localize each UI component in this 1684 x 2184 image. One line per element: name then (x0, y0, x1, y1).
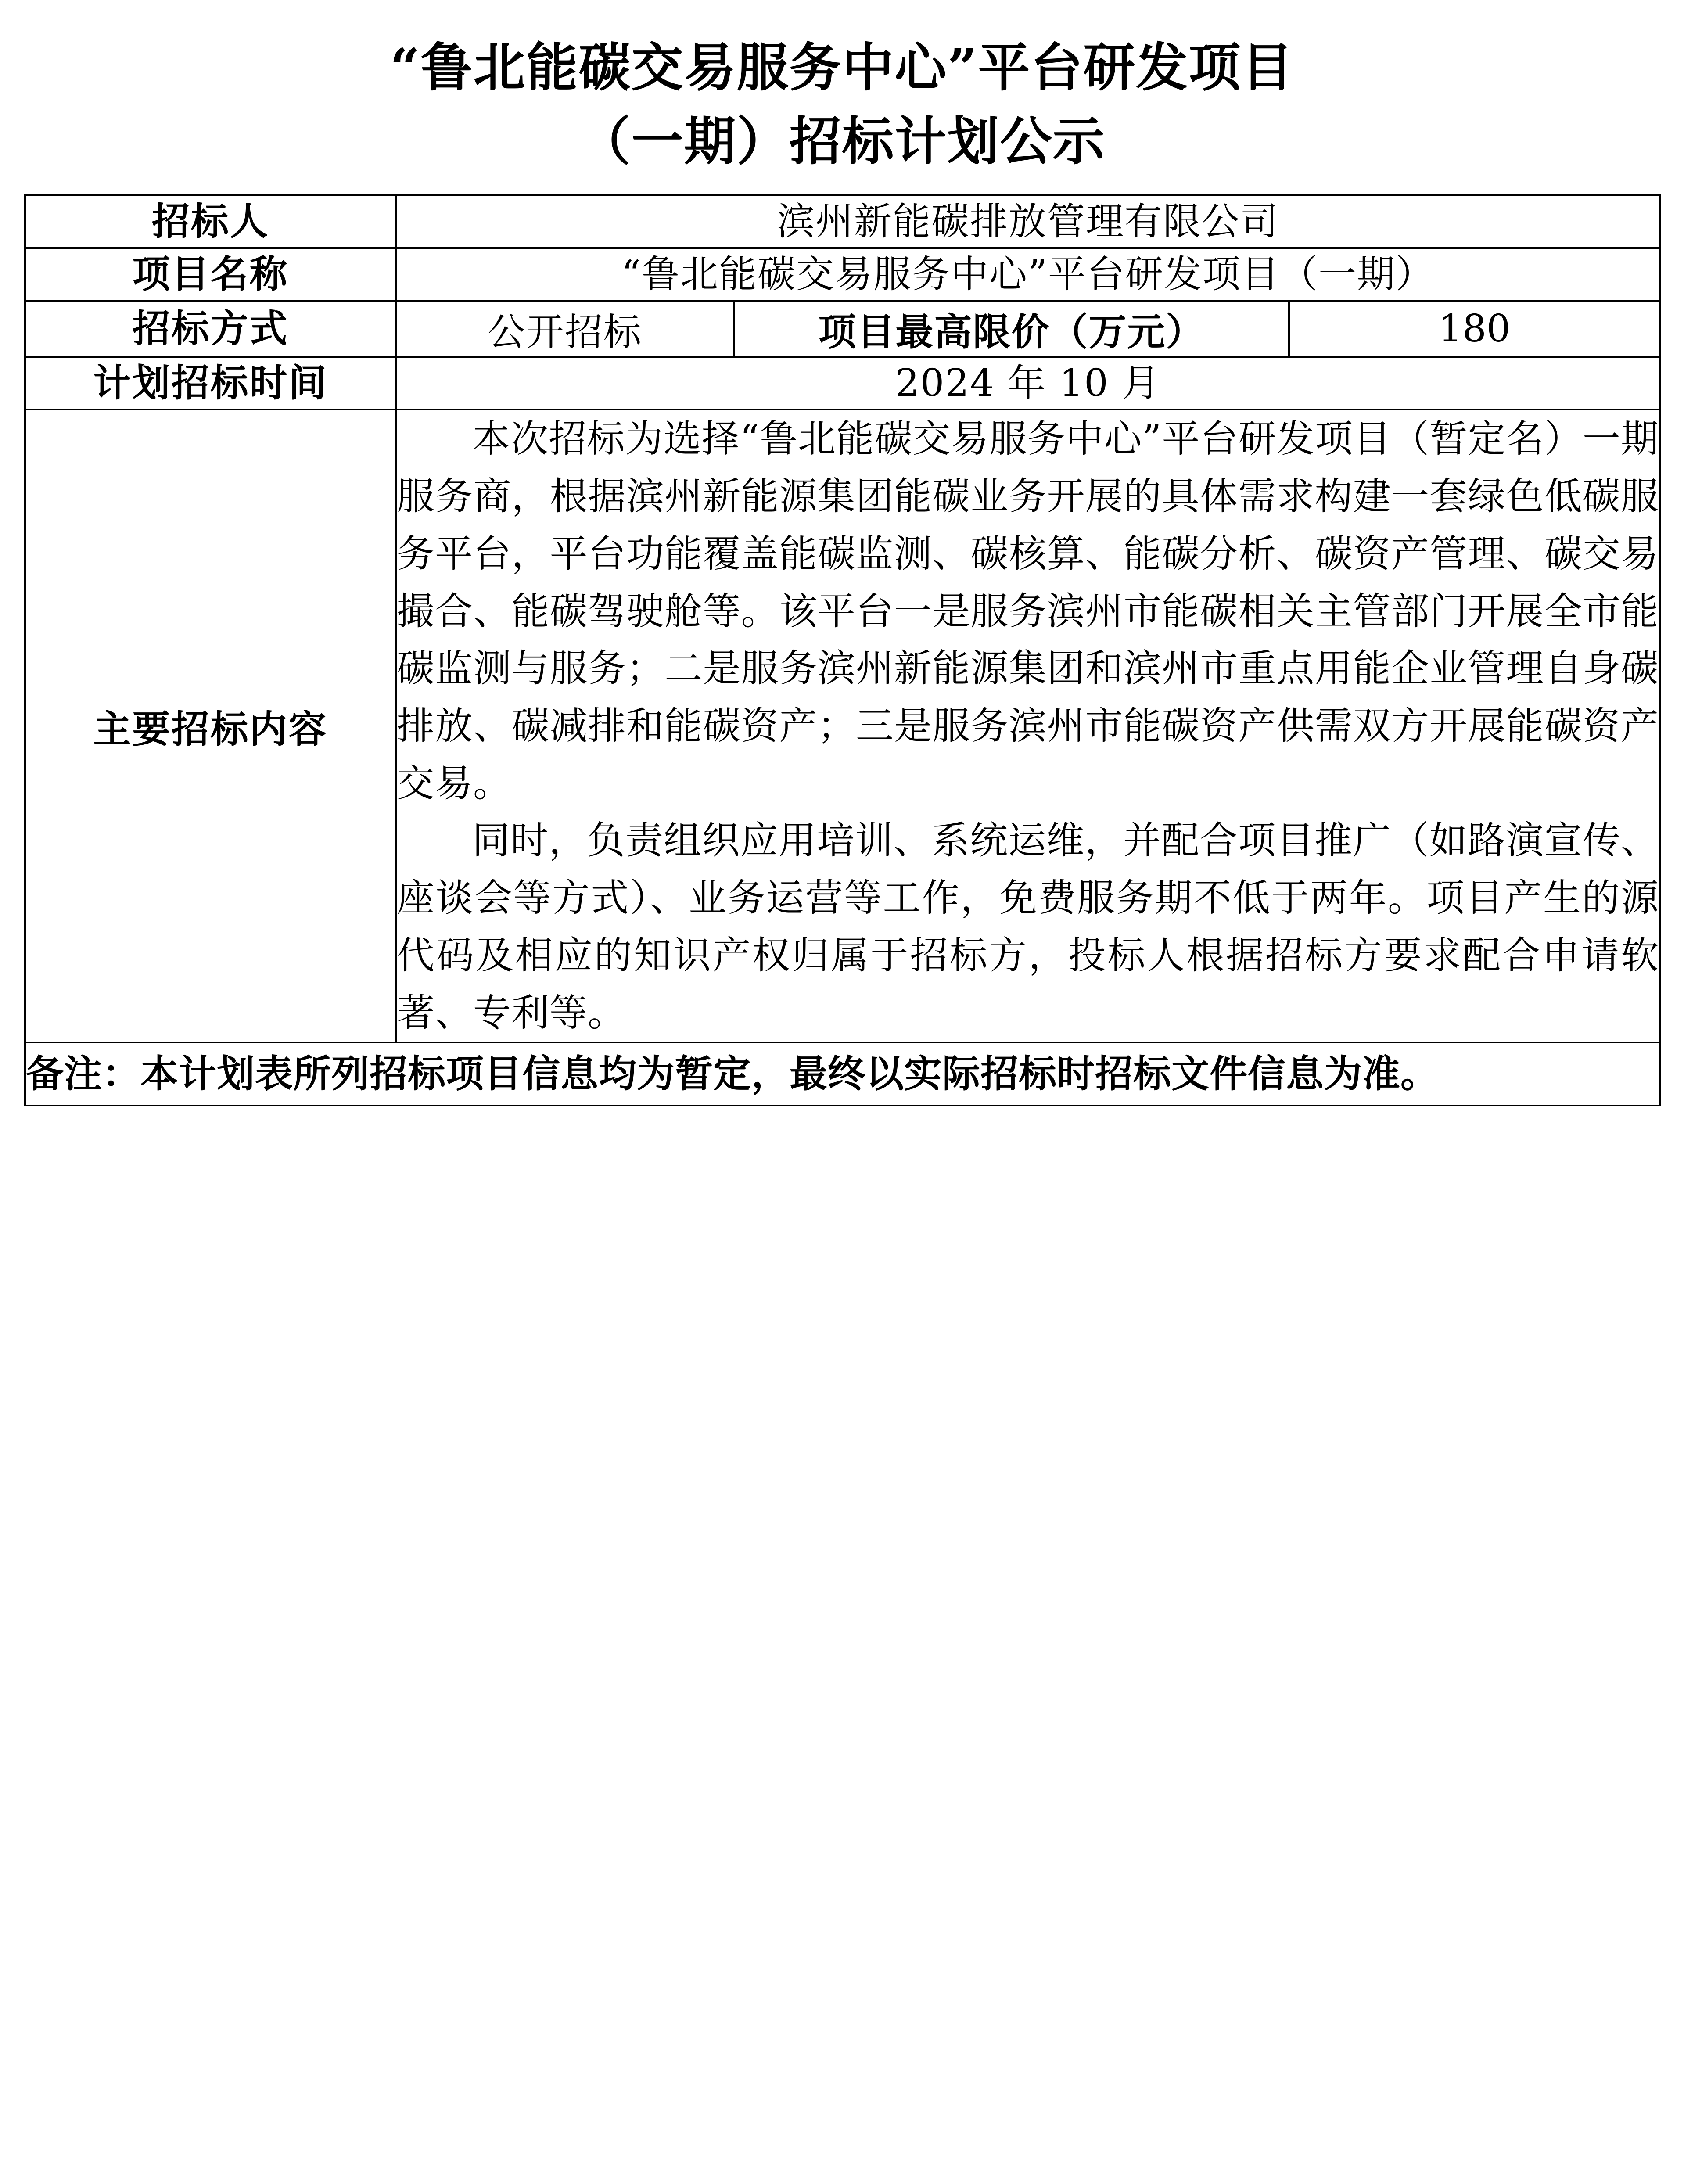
note-text: 备注：本计划表所列招标项目信息均为暂定，最终以实际招标时招标文件信息为准。 (26, 1052, 1439, 1096)
tenderer-value: 滨州新能碳排放管理有限公司 (396, 195, 1660, 248)
page-title-line-1: “鲁北能碳交易服务中心”平台研发项目 (390, 37, 1294, 98)
project-name-value: “鲁北能碳交易服务中心”平台研发项目（一期） (396, 248, 1660, 301)
tenderer-label: 招标人 (25, 195, 396, 248)
tender-method-label: 招标方式 (25, 301, 396, 357)
tender-plan-table (24, 194, 1661, 1106)
project-name-label: 项目名称 (25, 248, 396, 301)
table-row-project-name (25, 248, 1660, 301)
table-row-note (25, 1042, 1660, 1105)
main-content-value (396, 410, 1660, 1042)
table-row-tender-method (25, 301, 1660, 357)
page-title (24, 31, 1660, 178)
max-price-label: 项目最高限价（万元） (734, 301, 1289, 357)
table-row-planned-time (25, 357, 1660, 410)
note-cell (25, 1042, 1660, 1105)
planned-time-label: 计划招标时间 (25, 357, 396, 410)
main-content-paragraph-2: 同时，负责组织应用培训、系统运维，并配合项目推广（如路演宣传、座谈会等方式）、业务运营等工作，免费服务期不低于两年。项目产生的源代码及相应的知识产权归属于招标方，投标人根据招标方要求配合申请软著、专利等。 (397, 819, 1659, 1035)
max-price-value: 180 (1289, 301, 1660, 357)
page-title-line-2: （一期）招标计划公示 (578, 110, 1106, 172)
tender-method-value: 公开招标 (396, 301, 734, 357)
table-row-tenderer (25, 195, 1660, 248)
main-content-paragraph-1: 本次招标为选择“鲁北能碳交易服务中心”平台研发项目（暂定名）一期服务商，根据滨州新能源集团能碳业务开展的具体需求构建一套绿色低碳服务平台，平台功能覆盖能碳监测、碳核算、能碳分析、碳资产管理、碳交易撮合、能碳驾驶舱等。该平台一是服务滨州市能碳相关主管部门开展全市能碳监测与服务；二是服务滨州新能源集团和滨州市重点用能企业管理自身碳排放、碳减排和能碳资产；三是服务滨州市能碳资产供需双方开展能碳资产交易。 (397, 417, 1659, 805)
table-row-main-content (25, 410, 1660, 1042)
main-content-label: 主要招标内容 (25, 410, 396, 1042)
planned-time-value: 2024 年 10 月 (396, 357, 1660, 410)
